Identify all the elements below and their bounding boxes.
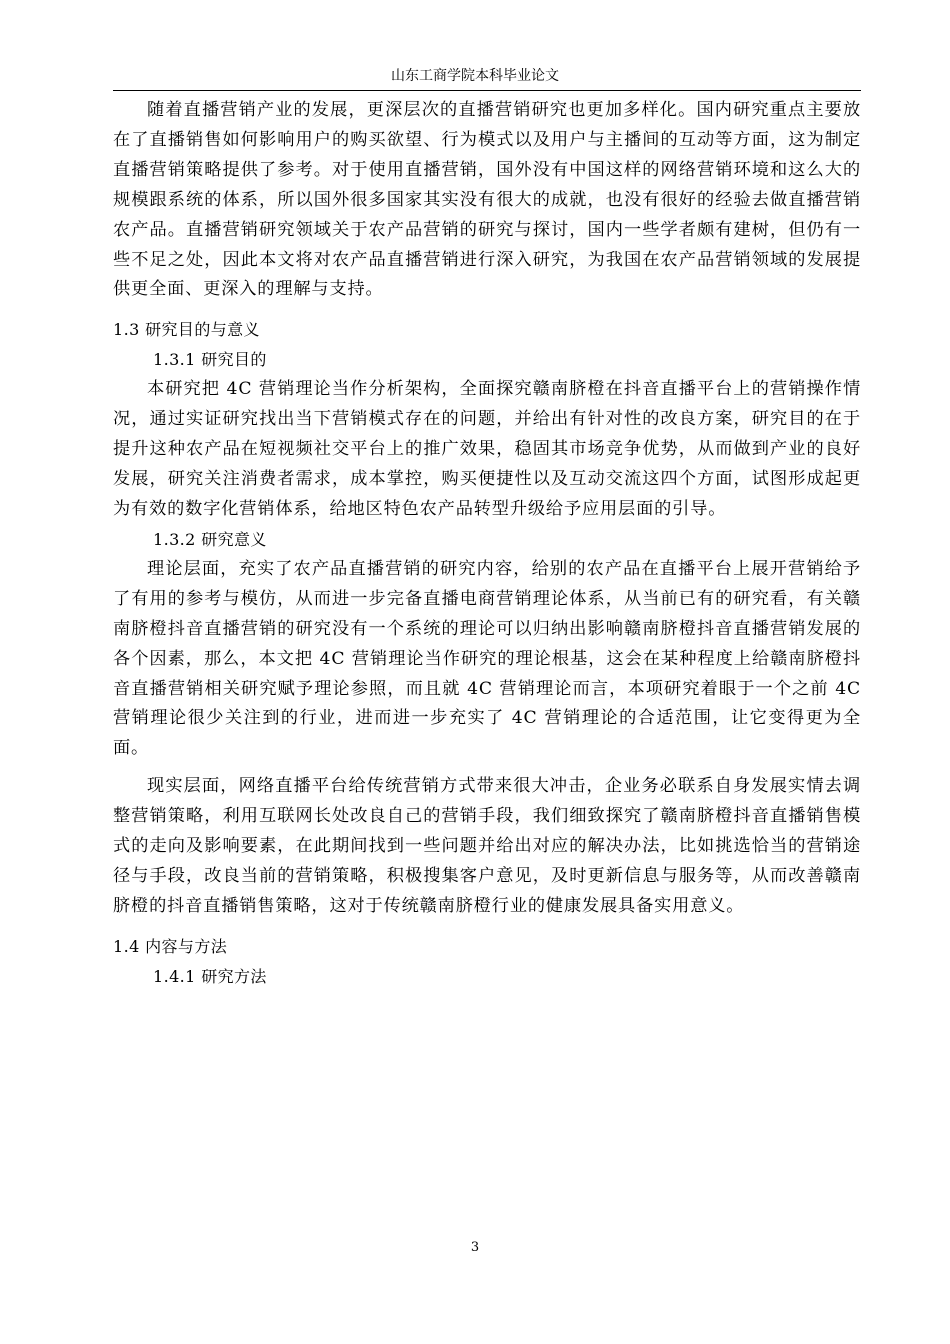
paragraph-research-purpose: 本研究把 4C 营销理论当作分析架构，全面探究赣南脐橙在抖音直播平台上的营销操作情况，通过实证研究找出当下营销模式存在的问题，并给出有针对性的改良方案，研究目的在于提升这种农产品在短视频社交平台上的推广效果，稳固其市场竞争优势，从而做到产业的良好发展，研究关注消费者需求，成本掌控，购买便捷性以及互动交流这四个方面，试图形成起更为有效的数字化营销体系，给地区特色农产品转型升级给予应用层面的引导。	[113, 379, 861, 519]
paragraph-practical-significance: 现实层面，网络直播平台给传统营销方式带来很大冲击，企业务必联系自身发展实情去调整营销策略，利用互联网长处改良自己的营销手段，我们细致探究了赣南脐橙抖音直播销售模式的走向及影响要素，在此期间找到一些问题并给出对应的解决办法，比如挑选恰当的营销途径与手段，改良当前的营销策略，积极搜集客户意见，及时更新信息与服务等，从而改善赣南脐橙的抖音直播销售策略，这对于传统赣南脐橙行业的健康发展具备实用意义。	[113, 776, 861, 916]
page-body	[113, 96, 861, 992]
section-heading-1-4: 1.4 内容与方法	[113, 936, 228, 956]
section-heading-1-3: 1.3 研究目的与意义	[113, 320, 260, 340]
subsection-heading-1-3-2: 1.3.2 研究意义	[153, 529, 267, 549]
page-number: 3	[470, 1240, 480, 1255]
subsection-heading-1-3-1: 1.3.1 研究目的	[153, 350, 267, 370]
header-rule	[113, 90, 861, 91]
running-header: 山东工商学院本科毕业论文	[391, 68, 559, 84]
paragraph-research-background: 随着直播营销产业的发展，更深层次的直播营销研究也更加多样化。国内研究重点主要放在了直播销售如何影响用户的购买欲望、行为模式以及用户与主播间的互动等方面，这为制定直播营销策略提供了参考。对于使用直播营销，国外没有中国这样的网络营销环境和这么大的规模跟系统的体系，所以国外很多国家其实没有很大的成就，也没有很好的经验去做直播营销农产品。直播营销研究领域关于农产品营销的研究与探讨，国内一些学者颇有建树，但仍有一些不足之处，因此本文将对农产品直播营销进行深入研究，为我国在农产品营销领域的发展提供更全面、更深入的理解与支持。	[113, 100, 861, 300]
subsection-heading-1-4-1: 1.4.1 研究方法	[153, 966, 267, 986]
paragraph-theoretical-significance: 理论层面，充实了农产品直播营销的研究内容，给别的农产品在直播平台上展开营销给予了有用的参考与模仿，从而进一步完备直播电商营销理论体系，从当前已有的研究看，有关赣南脐橙抖音直播营销的研究没有一个系统的理论可以归纳出影响赣南脐橙抖音直播营销发展的各个因素，那么，本文把 4C 营销理论当作研究的理论根基，这会在某种程度上给赣南脐橙抖音直播营销相关研究赋予理论参照，而且就 4C 营销理论而言，本项研究着眼于一个之前 4C 营销理论很少关注到的行业，进而进一步充实了 4C 营销理论的合适范围，让它变得更为全面。	[113, 558, 861, 759]
